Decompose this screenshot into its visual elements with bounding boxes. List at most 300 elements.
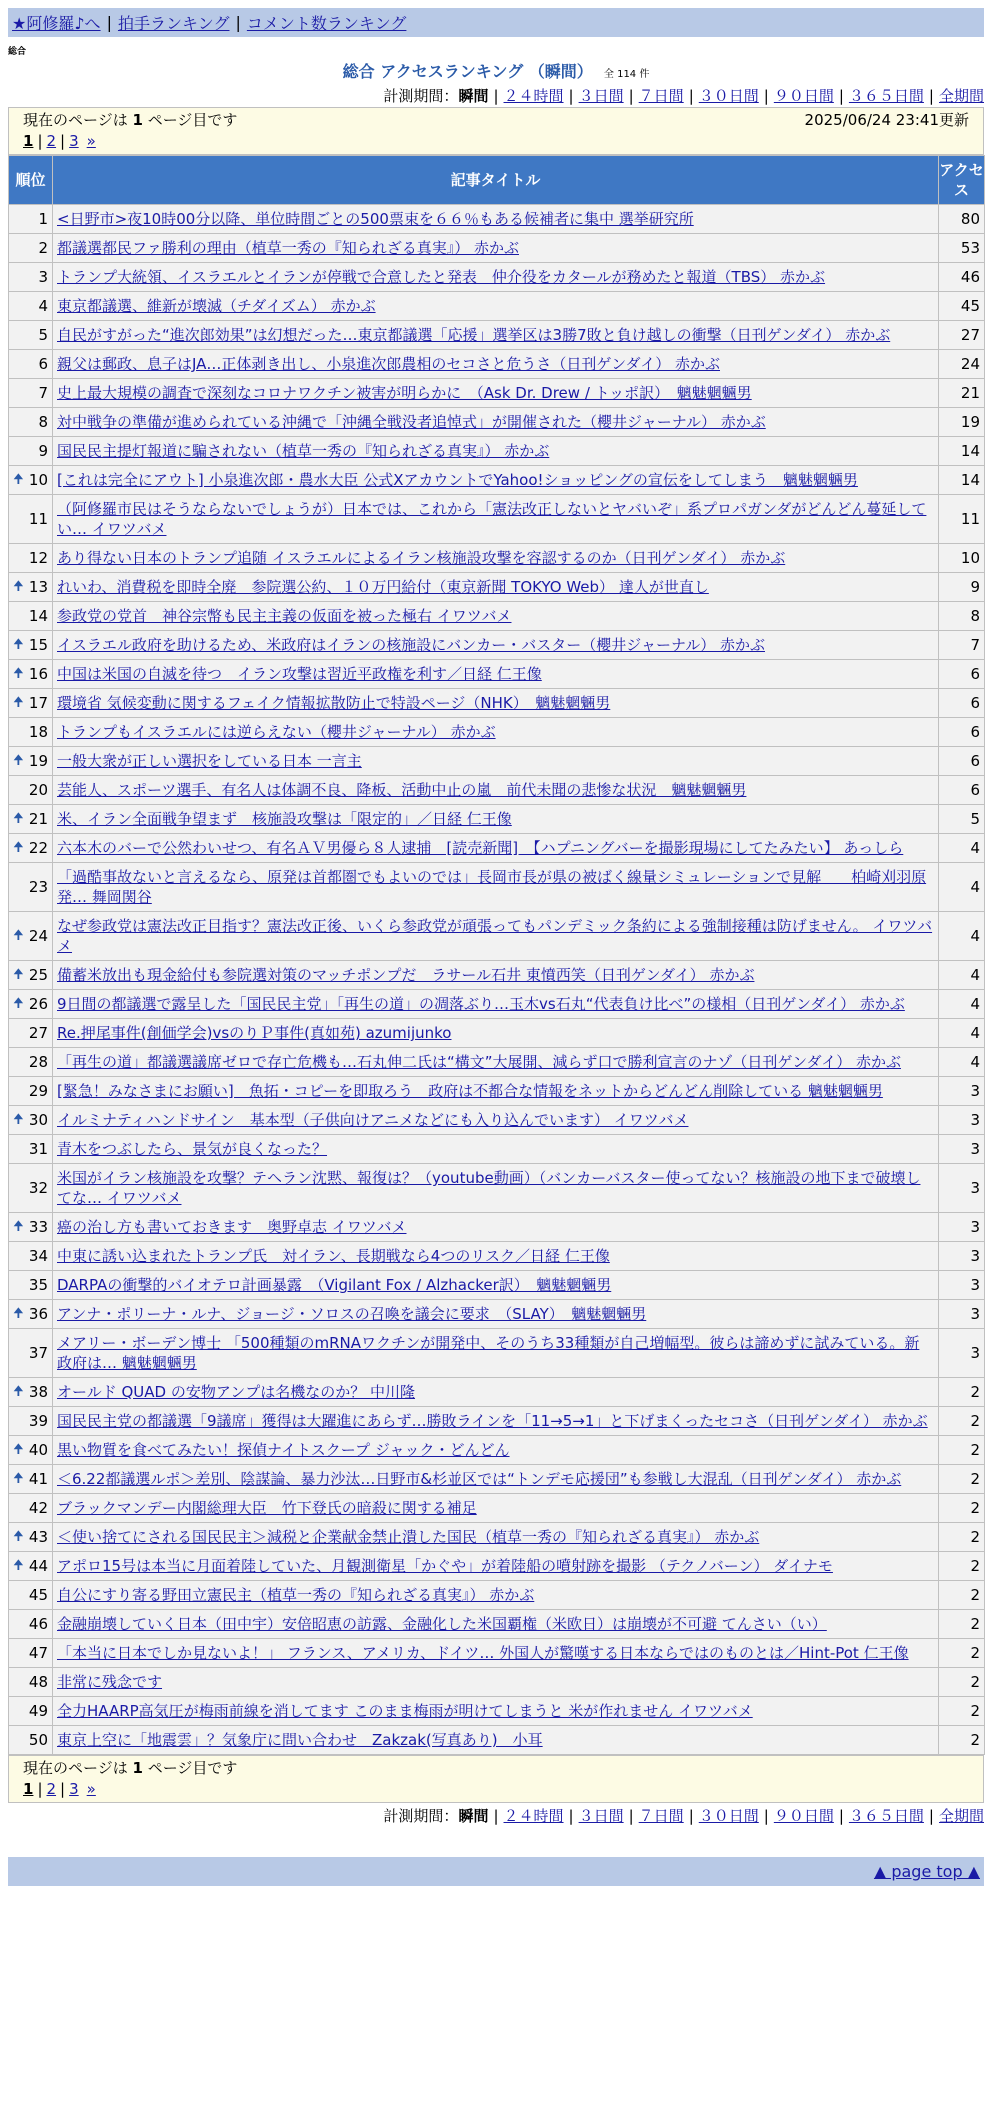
updated-timestamp: 2025/06/24 23:41更新 [804, 111, 969, 129]
article-link[interactable]: 東京上空に「地震雲」？気象庁に問い合わせ Zakzak(写真あり) 小耳 [57, 1731, 543, 1749]
title-cell [53, 234, 939, 263]
table-row [9, 263, 985, 292]
table-row [9, 1378, 985, 1407]
article-link[interactable]: 都議選都民ファ勝利の理由（植草一秀の『知られざる真実』） 赤かぶ [57, 239, 519, 257]
access-count: 14 [939, 437, 985, 466]
access-count: 2 [939, 1407, 985, 1436]
title-cell [53, 1213, 939, 1242]
article-link[interactable]: 東京都議選、維新が壊滅（チダイズム） 赤かぶ [57, 297, 376, 315]
rank-cell [9, 834, 53, 863]
article-link[interactable]: 非常に残念です [57, 1673, 163, 1691]
access-count: 3 [939, 1077, 985, 1106]
title-cell [53, 1639, 939, 1668]
table-row [9, 1726, 985, 1755]
title-cell [53, 1135, 939, 1164]
table-row [9, 689, 985, 718]
article-link[interactable]: ブラックマンデー内閣総理大臣 竹下登氏の暗殺に関する補足 [57, 1499, 477, 1517]
rank-cell [9, 990, 53, 1019]
ranking-heading [0, 61, 992, 83]
period-separator: | [763, 87, 769, 105]
access-count: 4 [939, 834, 985, 863]
period-selector-top [8, 85, 984, 107]
rank-number: 38 [28, 1383, 48, 1401]
table-row [9, 602, 985, 631]
title-cell [53, 805, 939, 834]
title-cell [53, 834, 939, 863]
up-arrow-icon: 🠉 [13, 1306, 24, 1321]
title-cell [53, 1242, 939, 1271]
period-label: 計測期間： [383, 1807, 459, 1825]
title-cell [53, 350, 939, 379]
title-cell [53, 573, 939, 602]
table-row [9, 990, 985, 1019]
access-count: 6 [939, 718, 985, 747]
table-row [9, 961, 985, 990]
clap-ranking-link[interactable]: 拍手ランキング [117, 14, 230, 33]
page-title: 総合 アクセスランキング （瞬間） [342, 62, 593, 81]
rank-cell [9, 1300, 53, 1329]
article-link[interactable]: イスラエル政府を助けるため、米政府はイランの核施設にバンカー・バスター（櫻井ジャーナル） 赤かぶ [57, 636, 765, 654]
article-link[interactable]: なぜ参政党は憲法改正目指す？憲法改正後、いくら参政党が頑張ってもパンデミック条約による強制接種は防げません。 イワツバメ [57, 917, 933, 955]
rank-number: 4 [38, 297, 48, 315]
article-link[interactable]: れいわ、消費税を即時全廃 参院選公約、１０万円給付（東京新聞 TOKYO Web） 達人が世直し [57, 578, 709, 596]
rank-number: 26 [28, 995, 48, 1013]
table-row [9, 747, 985, 776]
article-link[interactable]: 黒い物質を食べてみたい！探偵ナイトスクープ ジャック・どんどん [57, 1441, 510, 1459]
rank-number: 40 [28, 1441, 48, 1459]
page-top-link[interactable]: ▲ page top ▲ [873, 1862, 980, 1881]
article-link[interactable]: DARPAの衝撃的バイオテロ計画暴露 （Vigilant Fox / Alzhacker訳） 魑魅魍魎男 [57, 1276, 612, 1294]
rank-cell [9, 660, 53, 689]
article-link[interactable]: 国民民主提灯報道に騙されない（植草一秀の『知られざる真実』） 赤かぶ [57, 442, 550, 460]
rank-number: 17 [28, 694, 48, 712]
rank-cell [9, 234, 53, 263]
rank-cell [9, 1436, 53, 1465]
rank-number: 5 [38, 326, 48, 344]
access-count: 3 [939, 1329, 985, 1378]
title-cell [53, 1164, 939, 1213]
period-link[interactable]: ２４時間 [503, 87, 564, 105]
article-link[interactable]: 「過酷事故ないと言えるなら、原発は首都圏でもよいのでは」長岡市長が県の被ばく線量シミュレーションで見解 柏崎刈羽原発… 舞岡関谷 [57, 868, 927, 906]
rank-cell [9, 1407, 53, 1436]
access-count: 7 [939, 631, 985, 660]
title-cell [53, 602, 939, 631]
rank-number: 49 [28, 1702, 48, 1720]
article-link[interactable]: 中東に誘い込まれたトランプ氏 対イラン、長期戦なら4つのリスク／日経 仁王像 [57, 1247, 610, 1265]
table-row [9, 1329, 985, 1378]
article-link[interactable]: 「本当に日本でしか見ないよ！」 フランス、アメリカ、ドイツ… 外国人が驚嘆する日本ならではのものとは／Hint-Pot 仁王像 [57, 1644, 909, 1662]
access-count: 45 [939, 292, 985, 321]
comment-ranking-link[interactable]: コメント数ランキング [246, 14, 407, 33]
page-link[interactable]: 1 [23, 1780, 34, 1798]
title-cell [53, 1048, 939, 1077]
article-link[interactable]: 親父は郵政、息子はJA…正体剥き出し、小泉進次郎農相のセコさと危うさ（日刊ゲンダイ） 赤かぶ [57, 355, 720, 373]
article-link[interactable]: 自公にすり寄る野田立憲民主（植草一秀の『知られざる真実』） 赤かぶ [57, 1586, 535, 1604]
rank-cell [9, 1697, 53, 1726]
title-cell [53, 631, 939, 660]
period-link[interactable]: 全期間 [938, 1807, 984, 1825]
rank-cell [9, 1378, 53, 1407]
up-arrow-icon: 🠉 [13, 579, 24, 594]
title-cell [53, 863, 939, 912]
title-cell [53, 1523, 939, 1552]
access-count: 46 [939, 263, 985, 292]
rank-number: 24 [28, 927, 48, 945]
nav-separator: | [235, 13, 241, 32]
rank-number: 45 [28, 1586, 48, 1604]
up-arrow-icon: 🠉 [13, 811, 24, 826]
page-separator: | [60, 1780, 66, 1798]
rank-cell [9, 1164, 53, 1213]
rank-cell [9, 1135, 53, 1164]
table-row [9, 718, 985, 747]
rank-cell [9, 408, 53, 437]
title-cell [53, 1106, 939, 1135]
page-link[interactable]: 2 [46, 1780, 57, 1798]
access-count: 3 [939, 1213, 985, 1242]
article-link[interactable]: 全力HAARP高気圧が梅雨前線を消してます このまま梅雨が明けてしまうと 米が作れません イワツバメ [57, 1702, 753, 1720]
table-row [9, 350, 985, 379]
title-cell [53, 1697, 939, 1726]
table-row [9, 1135, 985, 1164]
rank-number: 7 [38, 384, 48, 402]
access-count: 2 [939, 1436, 985, 1465]
title-cell [53, 1019, 939, 1048]
rank-cell [9, 602, 53, 631]
article-link[interactable]: [緊急！みなさまにお願い] 魚拓・コピーを即取ろう 政府は不都合な情報をネットからどんどん削除している 魑魅魍魎男 [57, 1082, 883, 1100]
rank-number: 3 [38, 268, 48, 286]
article-link[interactable]: トランプ大統領、イスラエルとイランが停戦で合意したと発表 仲介役をカタールが務めたと報道（TBS） 赤かぶ [57, 268, 826, 286]
period-link[interactable]: ７日間 [638, 1807, 684, 1825]
title-cell [53, 1436, 939, 1465]
table-row [9, 1242, 985, 1271]
period-link[interactable]: ３０日間 [698, 87, 759, 105]
rank-cell [9, 437, 53, 466]
rank-cell [9, 1213, 53, 1242]
title-cell [53, 961, 939, 990]
period-separator: | [838, 1807, 844, 1825]
title-cell [53, 495, 939, 544]
rank-number: 37 [28, 1344, 48, 1362]
rank-cell [9, 747, 53, 776]
rank-cell [9, 1523, 53, 1552]
period-link[interactable]: ２４時間 [503, 1807, 564, 1825]
title-cell [53, 379, 939, 408]
access-count: 3 [939, 1106, 985, 1135]
article-link[interactable]: あり得ない日本のトランプ追随 イスラエルによるイラン核施設攻撃を容認するのか（日刊ゲンダイ） 赤かぶ [57, 549, 786, 567]
rank-cell [9, 495, 53, 544]
rank-cell [9, 1639, 53, 1668]
nav-separator: | [106, 13, 112, 32]
access-count: 2 [939, 1494, 985, 1523]
period-link[interactable]: ９０日間 [773, 87, 834, 105]
access-count: 2 [939, 1523, 985, 1552]
period-separator: | [568, 87, 574, 105]
access-count: 2 [939, 1378, 985, 1407]
access-count: 14 [939, 466, 985, 495]
table-row [9, 495, 985, 544]
rank-number: 2 [38, 239, 48, 257]
access-count: 9 [939, 573, 985, 602]
rank-number: 33 [28, 1218, 48, 1236]
rank-cell [9, 805, 53, 834]
rank-number: 13 [28, 578, 48, 596]
rank-cell [9, 863, 53, 912]
article-link[interactable]: イルミナティハンドサイン 基本型（子供向けアニメなどにも入り込んでいます） イワツバメ [57, 1111, 689, 1129]
title-cell [53, 912, 939, 961]
page-links [23, 1778, 969, 1800]
title-cell [53, 990, 939, 1019]
article-link[interactable]: 六本木のバーで公然わいせつ、有名ＡＶ男優ら８人逮捕 [読売新聞] 【ハプニングバーを撮影現場にしてたみたい】 あっしら [57, 839, 904, 857]
total-count: 全 114 件 [603, 69, 650, 80]
title-cell [53, 263, 939, 292]
page-separator: | [60, 132, 66, 150]
table-row [9, 573, 985, 602]
article-link[interactable]: アンナ・ポリーナ・ルナ、ジョージ・ソロスの召喚を議会に要求 （SLAY） 魑魅魍魎男 [57, 1305, 647, 1323]
table-row [9, 1639, 985, 1668]
up-arrow-icon: 🠉 [13, 1558, 24, 1573]
access-count: 10 [939, 544, 985, 573]
access-count: 6 [939, 747, 985, 776]
table-row [9, 863, 985, 912]
article-link[interactable]: 9日間の都議選で露呈した「国民民主党」「再生の道」の凋落ぶり…玉木vs石丸“代表負け比べ”の様相（日刊ゲンダイ） 赤かぶ [57, 995, 905, 1013]
title-cell [53, 544, 939, 573]
title-cell [53, 292, 939, 321]
up-arrow-icon: 🠉 [13, 637, 24, 652]
table-row [9, 1523, 985, 1552]
access-count: 3 [939, 1300, 985, 1329]
article-link[interactable]: ＜使い捨てにされる国民民主＞減税と企業献金禁止潰した国民（植草一秀の『知られざる真実』） 赤かぶ [57, 1528, 760, 1546]
table-row [9, 1048, 985, 1077]
access-count: 80 [939, 205, 985, 234]
article-link[interactable]: 自民がすがった“進次郎効果”は幻想だった…東京都議選「応援」選挙区は3勝7敗と負け越しの衝撃（日刊ゲンダイ） 赤かぶ [57, 326, 891, 344]
period-separator: | [628, 87, 634, 105]
up-arrow-icon: 🠉 [13, 753, 24, 768]
access-count: 2 [939, 1610, 985, 1639]
title-cell [53, 321, 939, 350]
article-link[interactable]: 金融崩壊していく日本（田中宇）安倍昭恵の訪露、金融化した米国覇権（米欧日）は崩壊が不可避 てんさい（い） [57, 1615, 827, 1633]
rank-cell [9, 631, 53, 660]
current-page-number: 1 [132, 111, 143, 129]
rank-number: 39 [28, 1412, 48, 1430]
title-cell [53, 437, 939, 466]
rank-number: 46 [28, 1615, 48, 1633]
article-link[interactable]: 対中戦争の準備が進められている沖縄で「沖縄全戦没者追悼式」が開催された（櫻井ジャーナル） 赤かぶ [57, 413, 766, 431]
article-link[interactable]: 環境省 気候変動に関するフェイク情報拡散防止で特設ページ（NHK） 魑魅魍魎男 [57, 694, 611, 712]
period-separator: | [928, 87, 934, 105]
period-link[interactable]: ７日間 [638, 87, 684, 105]
next-page-link[interactable]: » [86, 132, 96, 150]
page-link[interactable]: 3 [69, 1780, 79, 1798]
article-link[interactable]: メアリー・ボーデン博士 「500種類のmRNAワクチンが開発中、そのうち33種類が自己増幅型。彼らは諦めずに試みている。新政府は… 魑魅魍魎男 [57, 1334, 920, 1372]
rank-cell [9, 1271, 53, 1300]
rank-number: 50 [28, 1731, 48, 1749]
title-cell [53, 1668, 939, 1697]
rank-cell [9, 263, 53, 292]
access-count: 2 [939, 1639, 985, 1668]
table-row [9, 1436, 985, 1465]
rank-number: 21 [28, 810, 48, 828]
up-arrow-icon: 🠉 [13, 472, 24, 487]
article-link[interactable]: 史上最大規模の調査で深刻なコロナワクチン被害が明らかに （Ask Dr. Drew / トッポ訳） 魑魅魍魎男 [57, 384, 752, 402]
table-row [9, 1465, 985, 1494]
rank-cell [9, 292, 53, 321]
table-row [9, 1019, 985, 1048]
table-row [9, 1668, 985, 1697]
table-header-row [9, 156, 985, 205]
table-row [9, 1610, 985, 1639]
rank-cell [9, 1048, 53, 1077]
article-link[interactable]: Re.押尾事件(創価学会)vsのりＰ事件(真如苑) azumijunko [57, 1024, 452, 1042]
rank-number: 48 [28, 1673, 48, 1691]
access-count: 2 [939, 1581, 985, 1610]
page-link[interactable]: 1 [23, 132, 34, 150]
title-cell [53, 1552, 939, 1581]
period-link[interactable]: ３日間 [578, 1807, 624, 1825]
table-row [9, 408, 985, 437]
rank-number: 20 [28, 781, 48, 799]
article-link[interactable]: アポロ15号は本当に月面着陸していた、月観測衛星「かぐや」が着陸船の噴射跡を撮影 （テクノバーン） ダイナモ [57, 1557, 833, 1575]
period-selector-bottom [8, 1805, 984, 1827]
rank-cell [9, 466, 53, 495]
table-row [9, 1164, 985, 1213]
rank-cell [9, 718, 53, 747]
table-row [9, 1697, 985, 1726]
access-count: 24 [939, 350, 985, 379]
article-link[interactable]: 一般大衆が正しい選択をしている日本 一言主 [57, 752, 362, 770]
rank-cell [9, 1610, 53, 1639]
title-cell [53, 1581, 939, 1610]
article-link[interactable]: ＜6.22都議選ルポ＞差別、陰謀論、暴力沙汰…日野市&杉並区では“トンデモ応援団”も参戦し大混乱（日刊ゲンダイ） 赤かぶ [57, 1470, 902, 1488]
article-link[interactable]: 参政党の党首 神谷宗幣も民主主義の仮面を被った極右 イワツバメ [57, 607, 512, 625]
table-row [9, 834, 985, 863]
article-link[interactable]: 中国は米国の自滅を待つ イラン攻撃は習近平政権を利す／日経 仁王像 [57, 665, 542, 683]
article-link[interactable]: （阿修羅市民はそうならないでしょうが）日本では、これから「憲法改正しないとヤバいぞ」系プロパガンダがどんどん蔓延してい… イワツバメ [57, 500, 927, 538]
period-link[interactable]: ３日間 [578, 87, 624, 105]
category-tag: 総合 [8, 47, 27, 57]
access-count: 21 [939, 379, 985, 408]
table-row [9, 437, 985, 466]
up-arrow-icon: 🠉 [13, 1219, 24, 1234]
access-count: 3 [939, 1135, 985, 1164]
period-current: 瞬間 [458, 1807, 489, 1825]
ranking-table [8, 155, 985, 1755]
period-separator: | [688, 1807, 694, 1825]
access-count: 3 [939, 1271, 985, 1300]
title-cell [53, 747, 939, 776]
period-link[interactable]: ３６５日間 [848, 87, 924, 105]
title-cell [53, 1271, 939, 1300]
table-row [9, 205, 985, 234]
article-link[interactable]: <日野市>夜10時00分以降、単位時間ごとの500票束を６６％もある候補者に集中 選挙研究所 [57, 210, 694, 228]
title-cell [53, 660, 939, 689]
rank-cell [9, 1242, 53, 1271]
table-row [9, 1552, 985, 1581]
article-link[interactable]: 青木をつぶしたら、景気が良くなった？ [57, 1140, 328, 1158]
rank-number: 25 [28, 966, 48, 984]
up-arrow-icon: 🠉 [13, 996, 24, 1011]
article-link[interactable]: [これは完全にアウト] 小泉進次郎・農水大臣 公式XアカウントでYahoo!ショッピングの宣伝をしてしまう 魑魅魍魎男 [57, 471, 858, 489]
rank-cell [9, 1019, 53, 1048]
up-arrow-icon: 🠉 [13, 1112, 24, 1127]
rank-number: 32 [28, 1179, 48, 1197]
article-link[interactable]: 癌の治し方も書いておきます 奥野卓志 イワツバメ [57, 1218, 407, 1236]
rank-number: 42 [28, 1499, 48, 1517]
access-count: 4 [939, 1019, 985, 1048]
access-count: 11 [939, 495, 985, 544]
home-link[interactable]: ★阿修羅♪へ [12, 14, 101, 33]
period-separator: | [688, 87, 694, 105]
period-separator: | [928, 1807, 934, 1825]
rank-number: 10 [28, 471, 48, 489]
up-arrow-icon: 🠉 [13, 928, 24, 943]
access-count: 4 [939, 1048, 985, 1077]
rank-number: 12 [28, 549, 48, 567]
title-cell [53, 466, 939, 495]
table-row [9, 1106, 985, 1135]
article-link[interactable]: トランプもイスラエルには逆らえない（櫻井ジャーナル） 赤かぶ [57, 723, 496, 741]
table-row [9, 379, 985, 408]
period-link[interactable]: 全期間 [938, 87, 984, 105]
current-page-text: 現在のページは 1 ページ目です [23, 111, 238, 129]
current-page-text: 現在のページは 1 ページ目です [23, 1759, 238, 1777]
table-row [9, 776, 985, 805]
access-count: 4 [939, 990, 985, 1019]
article-link[interactable]: 備蓄米放出も現金給付も参院選対策のマッチポンプだ ラサール石井 東憤西笑（日刊ゲンダイ） 赤かぶ [57, 966, 755, 984]
access-count: 53 [939, 234, 985, 263]
title-cell [53, 1465, 939, 1494]
page-link[interactable]: 3 [69, 132, 79, 150]
period-link[interactable]: ９０日間 [773, 1807, 834, 1825]
title-cell [53, 1378, 939, 1407]
period-label: 計測期間： [383, 87, 459, 105]
rank-number: 47 [28, 1644, 48, 1662]
up-arrow-icon: 🠉 [13, 840, 24, 855]
period-separator: | [493, 87, 499, 105]
table-row [9, 1300, 985, 1329]
rank-number: 16 [28, 665, 48, 683]
table-row [9, 234, 985, 263]
article-link[interactable]: 芸能人、スポーツ選手、有名人は体調不良、降板、活動中止の嵐 前代未聞の悲惨な状況 魑魅魍魎男 [57, 781, 747, 799]
access-count: 2 [939, 1465, 985, 1494]
up-arrow-icon: 🠉 [13, 666, 24, 681]
period-link[interactable]: ３０日間 [698, 1807, 759, 1825]
article-link[interactable]: 「再生の道」都議選議席ゼロで存亡危機も…石丸伸二氏は“構文”大展開、減らず口で勝利宣言のナゾ（日刊ゲンダイ） 赤かぶ [57, 1053, 901, 1071]
page-link[interactable]: 2 [46, 132, 57, 150]
access-count: 6 [939, 660, 985, 689]
table-row [9, 660, 985, 689]
rank-number: 35 [28, 1276, 48, 1294]
rank-cell [9, 1668, 53, 1697]
rank-number: 41 [28, 1470, 48, 1488]
article-link[interactable]: オールド QUAD の安物アンプは名機なのか？ 中川隆 [57, 1383, 416, 1401]
next-page-link[interactable]: » [86, 1780, 96, 1798]
rank-number: 29 [28, 1082, 48, 1100]
access-header: アクセス [939, 156, 985, 205]
rank-cell [9, 1329, 53, 1378]
table-row [9, 631, 985, 660]
rank-cell [9, 1552, 53, 1581]
article-link[interactable]: 米国がイラン核施設を攻撃？テヘラン沈黙、報復は？（youtube動画）（バンカーバスター使ってない？核施設の地下まで破壊してな… イワツバメ [57, 1169, 921, 1207]
current-page-number: 1 [132, 1759, 143, 1777]
up-arrow-icon: 🠉 [13, 695, 24, 710]
rank-number: 27 [28, 1024, 48, 1042]
article-link[interactable]: 米、イラン全面戦争望まず 核施設攻撃は「限定的」／日経 仁王像 [57, 810, 512, 828]
page-links [23, 130, 969, 152]
title-cell [53, 205, 939, 234]
period-link[interactable]: ３６５日間 [848, 1807, 924, 1825]
article-link[interactable]: 国民民主党の都議選「9議席」獲得は大躍進にあらず…勝敗ラインを「11→5→1」と下げまくったセコさ（日刊ゲンダイ） 赤かぶ [57, 1412, 928, 1430]
